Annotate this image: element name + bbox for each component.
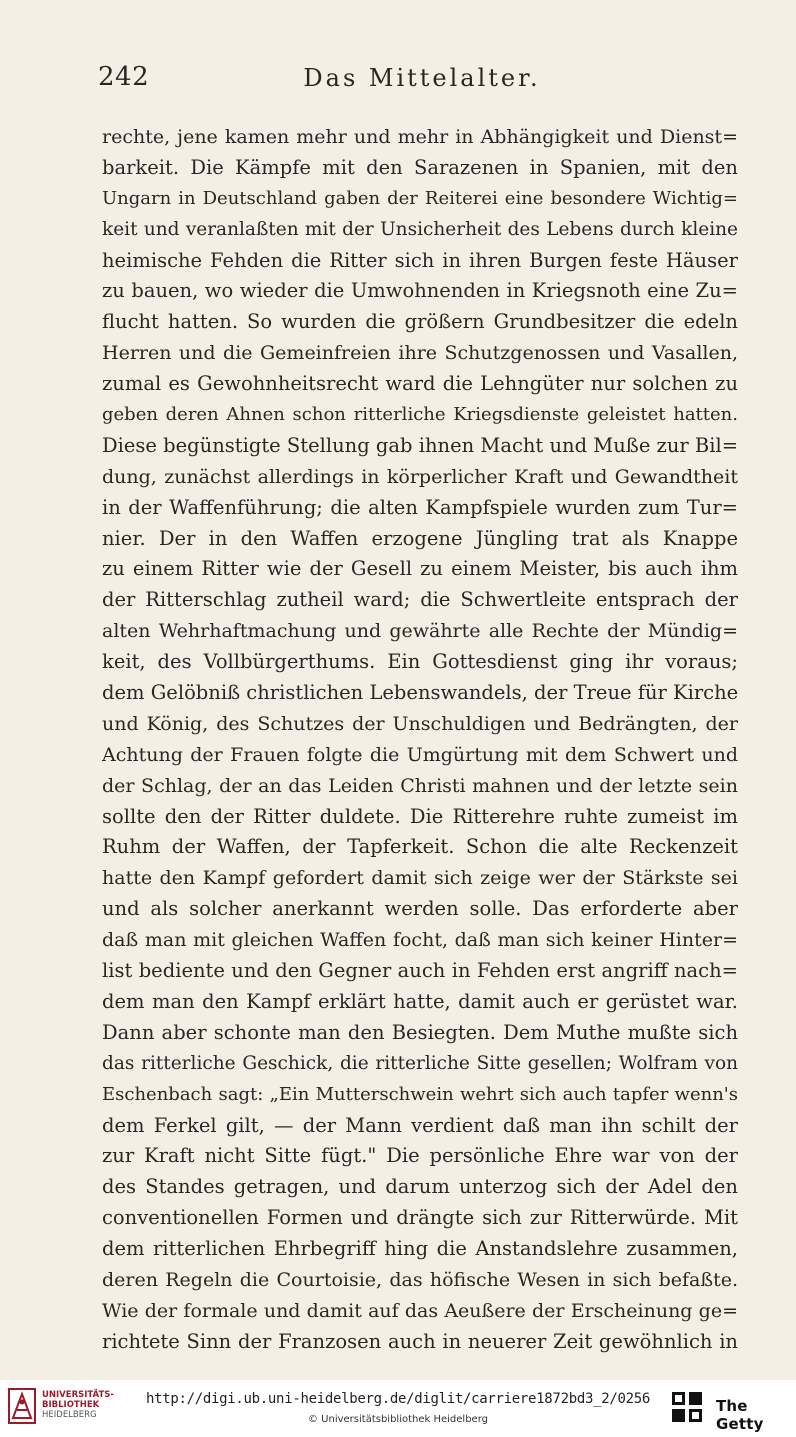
page-header (96, 62, 738, 102)
text-line: sollte den der Ritter duldete. Die Ritterehre ruhte zumeist im (102, 804, 738, 828)
text-line: daß man mit gleichen Waffen focht, daß man sich keiner Hinter= (102, 929, 738, 952)
text-line: Achtung der Frauen folgte die Umgürtung mit dem Schwert und (102, 743, 738, 766)
text-line: zu bauen, wo wieder die Umwohnenden in Kriegsnoth eine Zu= (102, 279, 738, 303)
text-line: Dann aber schonte man den Besiegten. Dem Muthe mußte sich (102, 1020, 738, 1044)
running-title: Das Mittelalter. (303, 64, 541, 92)
text-line: dung, zunächst allerdings in körperlicher Kraft und Gewandtheit (102, 465, 738, 488)
getty-name: The Getty (716, 1397, 764, 1433)
text-line: zur Kraft nicht Sitte fügt." Die persönliche Ehre war von der (102, 1144, 738, 1168)
text-line: conventionellen Formen und drängte sich zur Ritterwürde. Mit (102, 1206, 738, 1230)
text-line: in der Waffenführung; die alten Kampfspiele wurden zum Tur= (102, 495, 738, 519)
text-line: list bediente und den Gegner auch in Fehden erst angriff nach= (102, 959, 738, 983)
text-line: Diese begünstigte Stellung gab ihnen Macht und Muße zur Bil= (102, 433, 738, 457)
text-line: heimische Fehden die Ritter sich in ihren Burgen feste Häuser (102, 248, 738, 272)
copyright-notice: © Universitätsbibliothek Heidelberg (307, 1414, 488, 1425)
footer-bar (0, 1380, 796, 1437)
body-text (102, 122, 738, 1358)
text-line: geben deren Ahnen schon ritterliche Kriegsdienste geleistet hatten. (102, 404, 738, 426)
text-line: deren Regeln die Courtoisie, das höfische Wesen in sich befaßte. (102, 1268, 738, 1291)
text-line: barkeit. Die Kämpfe mit den Sarazenen in Spanien, mit den (102, 155, 738, 179)
text-line: und König, des Schutzes der Unschuldigen und Bedrängten, der (102, 712, 738, 735)
text-line: der Schlag, der an das Leiden Christi mahnen und der letzte sein (102, 774, 738, 797)
library-name-line1: UNIVERSITÄTS- (42, 1390, 114, 1400)
text-line: nier. Der in den Waffen erzogene Jüngling trat als Knappe (102, 526, 738, 550)
text-line: zumal es Gewohnheitsrecht ward die Lehngüter nur solchen zu (102, 372, 738, 396)
text-line: zu einem Ritter wie der Gesell zu einem Meister, bis auch ihm (102, 557, 738, 581)
text-line: richtete Sinn der Franzosen auch in neuerer Zeit gewöhnlich in (102, 1329, 738, 1353)
getty-logo-icon (670, 1390, 704, 1424)
text-line: hatte den Kampf gefordert damit sich zeige wer der Stärkste sei (102, 867, 738, 890)
text-line: und als solcher anerkannt werden solle. Das erforderte aber (102, 897, 738, 921)
text-line: Eschenbach sagt: „Ein Mutterschwein wehrt sich auch tapfer wenn's (102, 1083, 738, 1105)
text-line: alten Wehrhaftmachung und gewährte alle Rechte der Mündig= (102, 620, 738, 643)
text-line: des Standes getragen, und darum unterzog sich der Adel den (102, 1175, 738, 1199)
text-line: dem ritterlichen Ehrbegriff hing die Anstandslehre zusammen, (102, 1237, 738, 1261)
text-line: rechte, jene kamen mehr und mehr in Abhängigkeit und Dienst= (102, 126, 738, 148)
permalink-url[interactable]: http://digi.ub.uni-heidelberg.de/diglit/carriere1872bd3_2/0256 (146, 1391, 650, 1407)
text-line: Ungarn in Deutschland gaben der Reiterei eine besondere Wichtig= (102, 187, 738, 209)
text-line: dem man den Kampf erklärt hatte, damit auch er gerüstet war. (102, 989, 738, 1013)
library-name-line3: HEIDELBERG (42, 1410, 97, 1420)
text-line: das ritterliche Geschick, die ritterliche Sitte gesellen; Wolfram von (102, 1052, 738, 1074)
text-line: Ruhm der Waffen, der Tapferkeit. Schon die alte Reckenzeit (102, 835, 738, 859)
text-line: der Ritterschlag zutheil ward; die Schwertleite entsprach der (102, 588, 738, 612)
text-line: Herren und die Gemeinfreien ihre Schutzgenossen und Vasallen, (102, 342, 738, 365)
text-line: dem Gelöbniß christlichen Lebenswandels, der Treue für Kirche (102, 681, 738, 705)
text-line: flucht hatten. So wurden die größern Grundbesitzer die edeln (102, 310, 738, 334)
text-line: dem Ferkel gilt, — der Mann verdient daß man ihn schilt der (102, 1113, 738, 1137)
text-line: Wie der formale und damit auf das Aeußere der Erscheinung ge= (102, 1299, 738, 1322)
page-number: 242 (98, 62, 150, 92)
library-name-line2: BIBLIOTHEK (42, 1400, 100, 1410)
text-line: keit, des Vollbürgerthums. Ein Gottesdienst ging ihr voraus; (102, 650, 738, 674)
text-line: keit und veranlaßten mit der Unsicherheit des Lebens durch kleine (102, 218, 738, 240)
